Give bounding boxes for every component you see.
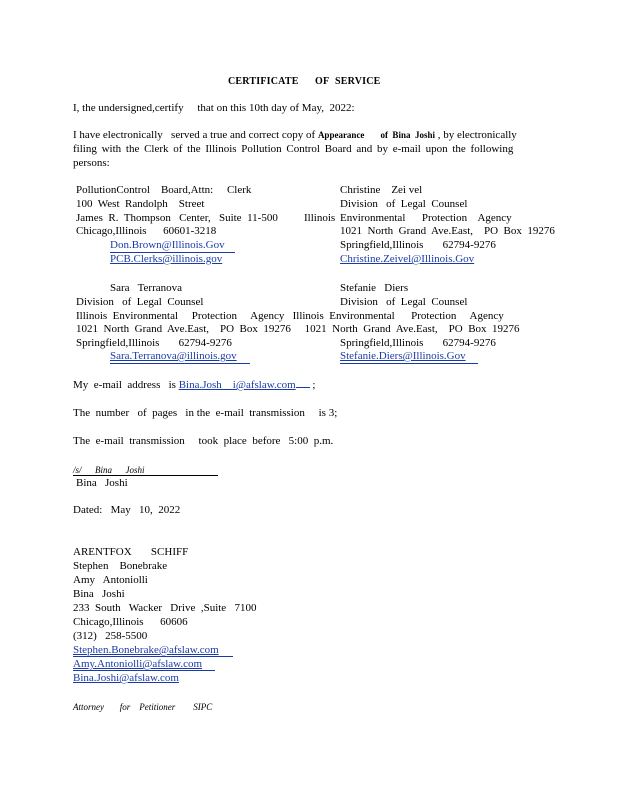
firm-attorney-2: Amy Antoniolli bbox=[73, 574, 148, 586]
recipient-1-illinois: Illinois bbox=[304, 212, 336, 224]
attorney-for-line: Attorney for Petitioner SIPC bbox=[73, 702, 213, 712]
firm-address-1: 233 South Wacker Drive ,Suite 7100 bbox=[73, 602, 257, 614]
email-underline bbox=[73, 656, 233, 657]
title-certificate: CERTIFICATE bbox=[228, 76, 299, 87]
email-address-line: My e-mail address is Bina.Josh i@afslaw.com ; bbox=[73, 379, 316, 391]
recipient-1-line-1: PollutionControl Board,Attn: Clerk bbox=[76, 184, 252, 196]
recipient-2-line-5: Springfield,Illinois 62794-9276 bbox=[340, 239, 496, 251]
recipient-1-line-2: 100 West Randolph Street bbox=[76, 198, 205, 210]
firm-address-2: Chicago,Illinois 60606 bbox=[73, 616, 188, 628]
recipient-2-line-4: 1021 North Grand Ave.East, PO Box 19276 bbox=[340, 225, 555, 237]
firm-name: ARENTFOX SCHIFF bbox=[73, 546, 189, 558]
recipient-1-email-2[interactable]: PCB.Clerks@illinois.gov bbox=[110, 253, 223, 265]
firm-attorney-1: Stephen Bonebrake bbox=[73, 560, 168, 572]
recipient-2-line-3: Environmental Protection Agency bbox=[340, 212, 512, 224]
statement-line-2: filing with the Clerk of the Illinois Pollution Control Board and by e-mail upon the following bbox=[73, 143, 514, 155]
recipient-3-email[interactable]: Sara.Terranova@illinois.gov bbox=[110, 350, 237, 362]
recipient-3-line-3: Illinois Environmental Protection Agency Illinois Environmental Protection Agency bbox=[76, 310, 504, 322]
statement-line-3: persons: bbox=[73, 157, 110, 169]
time-line: The e-mail transmission took place before 5:00 p.m. bbox=[73, 435, 334, 447]
recipient-2-email[interactable]: Christine.Zeivel@Illinois.Gov bbox=[340, 253, 475, 265]
signature-line bbox=[73, 475, 218, 476]
recipient-3-line-2: Division of Legal Counsel bbox=[76, 296, 204, 308]
dated-line: Dated: May 10, 2022 bbox=[73, 504, 181, 516]
recipient-4-line-1: Stefanie Diers bbox=[340, 282, 409, 294]
recipient-3-line-4: 1021 North Grand Ave.East, PO Box 19276 1021 North Grand Ave.East, PO Box 19276 bbox=[76, 323, 520, 335]
email-underline bbox=[73, 670, 215, 671]
recipient-3-line-1: Sara Terranova bbox=[110, 282, 183, 294]
firm-phone: (312) 258-5500 bbox=[73, 630, 148, 642]
intro-line: I, the undersigned,certify that on this 10th day of May, 2022: bbox=[73, 102, 355, 114]
firm-email-2[interactable]: Amy.Antoniolli@afslaw.com bbox=[73, 658, 203, 670]
statement-line-1: I have electronically served a true and correct copy of Appearance of Bina Joshi , by electronically bbox=[73, 129, 517, 141]
email-underline bbox=[110, 363, 250, 364]
title-service: SERVICE bbox=[335, 76, 381, 87]
firm-attorney-3: Bina Joshi bbox=[73, 588, 125, 600]
recipient-4-email[interactable]: Stefanie.Diers@Illinois.Gov bbox=[340, 350, 466, 362]
firm-email-3[interactable]: Bina.Joshi@afslaw.com bbox=[73, 672, 179, 684]
recipient-3-line-5: Springfield,Illinois 62794-9276 bbox=[76, 337, 232, 349]
recipient-4-line-2: Division of Legal Counsel bbox=[340, 296, 468, 308]
recipient-1-line-4: Chicago,Illinois 60601-3218 bbox=[76, 225, 217, 237]
title-of: OF bbox=[315, 76, 330, 87]
recipient-2-line-2: Division of Legal Counsel bbox=[340, 198, 468, 210]
document-subject: of Bina Joshi bbox=[380, 130, 435, 140]
own-email-link[interactable]: Bina.Josh i@afslaw.com bbox=[178, 379, 296, 391]
signature-script: /s/ Bina Joshi bbox=[73, 465, 145, 475]
email-underline bbox=[340, 363, 478, 364]
pages-line: The number of pages in the e-mail transmission is 3; bbox=[73, 407, 338, 419]
firm-email-1[interactable]: Stephen.Bonebrake@afslaw.com bbox=[73, 644, 219, 656]
recipient-2-line-1: Christine Zei vel bbox=[340, 184, 423, 196]
signature-name: Bina Joshi bbox=[76, 477, 128, 489]
recipient-4-line-3: Springfield,Illinois 62794-9276 bbox=[340, 337, 496, 349]
document-title: Appearance bbox=[317, 130, 365, 140]
recipient-1-line-3: James R. Thompson Center, Suite 11-500 bbox=[76, 212, 278, 224]
recipient-1-email-1[interactable]: Don.Brown@Illinois.Gov bbox=[110, 239, 225, 251]
